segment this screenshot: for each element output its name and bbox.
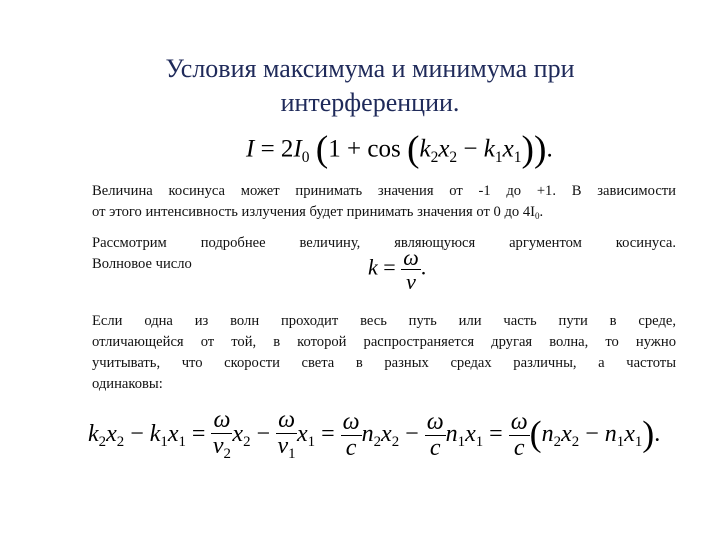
formula-symbol: = [489, 421, 503, 448]
formula-symbol: n [445, 421, 458, 448]
formula-symbol: − [585, 421, 599, 448]
formula-symbol: = [191, 421, 206, 448]
text-subscript: 0 [535, 211, 540, 222]
fraction-numerator: ω [510, 408, 528, 435]
formula-subscript: 1 [457, 434, 466, 451]
fraction-numerator: ω [213, 407, 231, 433]
formula-symbol: x [561, 421, 572, 448]
formula-subscript: 1 [475, 434, 484, 451]
formula-symbol: x [381, 421, 392, 448]
formula-subscript: 2 [571, 434, 580, 451]
formula-symbol: x [624, 421, 635, 448]
formula-symbol: I [293, 135, 302, 163]
fraction-denominator: c [345, 435, 357, 461]
formula-symbol: . [546, 135, 553, 163]
wave-number-formula [368, 246, 426, 293]
formula-symbol: k [149, 421, 161, 448]
formula-symbol: = 2 [260, 135, 294, 163]
paragraph-cosine-range [92, 181, 676, 227]
formula-subscript: 1 [513, 148, 522, 166]
fraction [425, 410, 446, 461]
formula-subscript: 2 [430, 148, 439, 166]
formula-symbol: − [256, 421, 271, 448]
phase-difference-formula: $k_2x_2 - k_1x_1$ = $\frac{\omega}{v_2}$ $x_2$ − $\frac{\omega}{v_1}$ $x_1$ = $\frac{\omega}{c}$ $n_2x_2$ − $\frac{\omega}{c}$ $n_1x_1$ = $\frac{\omega}{c}$ $(n_2x_2 - n_1x_1)$. [88, 407, 661, 463]
formula-symbol: 1 + cos [328, 135, 401, 163]
slide-title [120, 52, 620, 120]
formula-symbol: k [88, 421, 99, 448]
formula-symbol: x [438, 135, 450, 163]
formula-subscript: 1 [307, 434, 316, 451]
paragraph-line: учитывать, что скорости света в разных средах различны, а частоты [92, 355, 676, 371]
formula-symbol: x [465, 421, 476, 448]
fraction-denominator: v [212, 433, 224, 460]
fraction [211, 408, 232, 463]
formula-subscript: 1 [494, 148, 503, 166]
fraction-numerator: ω [403, 245, 419, 270]
formula-symbol: I [246, 135, 255, 163]
fraction-denominator: c [513, 435, 525, 461]
formula-subscript: 1 [178, 434, 186, 451]
text-run: . [539, 204, 544, 220]
formula-symbol: x [232, 421, 244, 448]
fraction-numerator: ω [426, 408, 444, 435]
formula-symbol: x [502, 135, 514, 163]
formula-symbol: − [405, 421, 419, 448]
formula-subscript: 2 [243, 434, 251, 451]
formula-subscript: 2 [391, 434, 400, 451]
formula-symbol: − [130, 421, 144, 448]
title-line-1: Условия максимума и минимума при [165, 54, 575, 83]
paragraph-media [92, 311, 676, 395]
fraction-numerator: ω [278, 407, 296, 433]
paragraph-line: Рассмотрим подробнее величину, являющуюся аргументом косинуса. [92, 235, 676, 251]
fraction [341, 410, 362, 461]
formula-subscript: 1 [288, 446, 296, 463]
formula-symbol: = [321, 421, 335, 448]
fraction [509, 410, 530, 461]
formula-symbol: x [167, 421, 179, 448]
fraction [276, 408, 297, 463]
formula-symbol: n [604, 421, 617, 448]
formula-symbol: x [297, 421, 308, 448]
fraction-denominator: v [277, 433, 289, 460]
formula-symbol: k [419, 135, 431, 163]
formula-symbol: k [368, 254, 378, 280]
formula-symbol: − [463, 135, 478, 163]
text-run: от этого интенсивность излучения будет принимать значения от 0 до 4I [92, 204, 535, 220]
paragraph-line: одинаковы: [92, 376, 163, 392]
fraction-denominator: c [429, 435, 441, 461]
formula-symbol: n [361, 421, 374, 448]
fraction-denominator: v [406, 269, 416, 295]
intensity-formula: $I = 2I_0$ $(1 + \cos (k_2x_2 - k_1x_1))$. [246, 129, 553, 170]
fraction [401, 246, 421, 293]
formula-subscript: 2 [98, 434, 107, 451]
formula-subscript: 1 [634, 434, 643, 451]
formula-symbol: k [483, 135, 495, 163]
formula-subscript: 1 [160, 434, 168, 451]
formula-symbol: . [654, 421, 661, 448]
formula-subscript: 2 [553, 434, 562, 451]
paragraph-line: Величина косинуса может принимать значения от -1 до +1. В зависимости [92, 183, 676, 199]
formula-symbol: x [106, 421, 117, 448]
formula-subscript: 2 [449, 148, 458, 166]
fraction-numerator: ω [342, 408, 360, 435]
formula-subscript: 2 [116, 434, 125, 451]
formula-symbol: . [420, 254, 427, 280]
formula-subscript: 0 [301, 148, 310, 166]
formula-subscript: 2 [223, 446, 231, 463]
paragraph-line [92, 202, 676, 227]
paragraph-line: Если одна из волн проходит весь путь или часть пути в среде, [92, 313, 676, 329]
paragraph-line: отличающейся от той, в которой распространяется другая волна, то нужно [92, 334, 676, 350]
formula-subscript: 2 [373, 434, 382, 451]
paragraph-line: Волновое число [92, 256, 192, 272]
formula-subscript: 1 [616, 434, 625, 451]
formula-symbol: = [383, 254, 396, 280]
title-line-2: интерференции. [280, 88, 460, 117]
formula-symbol: n [541, 421, 554, 448]
